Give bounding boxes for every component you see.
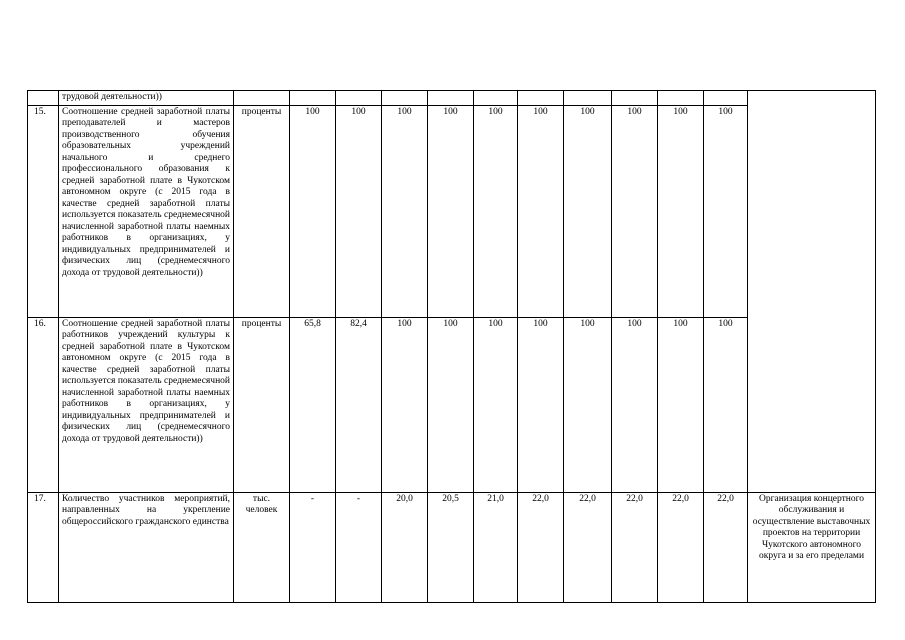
row-value: - xyxy=(336,492,382,602)
row-value xyxy=(474,91,518,106)
row-value: 100 xyxy=(336,105,382,317)
row-value: 22,0 xyxy=(704,492,748,602)
row-value: 21,0 xyxy=(474,492,518,602)
row-value: 100 xyxy=(612,317,658,492)
table-row xyxy=(28,91,876,106)
indicators-table xyxy=(27,90,876,603)
row-unit xyxy=(234,91,290,106)
row-value xyxy=(336,91,382,106)
row-value: 82,4 xyxy=(336,317,382,492)
row-number: 15. xyxy=(28,105,59,317)
row-number xyxy=(28,91,59,106)
row-note: Организация концертного обслуживания и осуществление выставочных проектов на территории Чукотского автономного округа и за его пределами xyxy=(748,492,876,602)
row-value xyxy=(658,91,704,106)
row-value xyxy=(704,91,748,106)
row-value: 22,0 xyxy=(518,492,564,602)
row-description: Количество участников мероприятий, направленных на укрепление общероссийского гражданского единства xyxy=(59,492,234,602)
row-value xyxy=(428,91,474,106)
row-value: - xyxy=(290,492,336,602)
row-value: 100 xyxy=(382,105,428,317)
row-unit: тыс. человек xyxy=(234,492,290,602)
row-value: 100 xyxy=(474,105,518,317)
row-unit: проценты xyxy=(234,105,290,317)
row-description: Соотношение средней заработной платы преподавателей и мастеров производственного обучения образовательных учреждений начального и среднего профессионального образования к средней заработной плате в Чукотском автономном округе (с 2015 года в качестве средней заработной платы используется показатель среднемесячной начисленной заработной платы наемных работников в организациях, у индивидуальных предпринимателей и физических лиц (среднемесячного дохода от трудовой деятельности)) xyxy=(59,105,234,317)
row-value: 22,0 xyxy=(564,492,612,602)
row-number: 17. xyxy=(28,492,59,602)
row-value: 100 xyxy=(658,105,704,317)
row-value xyxy=(518,91,564,106)
row-value: 100 xyxy=(704,317,748,492)
row-value: 100 xyxy=(428,317,474,492)
row-value: 100 xyxy=(290,105,336,317)
row-value: 100 xyxy=(564,105,612,317)
row-value: 20,5 xyxy=(428,492,474,602)
table-row xyxy=(28,492,876,602)
row-value: 22,0 xyxy=(658,492,704,602)
row-value: 100 xyxy=(518,105,564,317)
row-note xyxy=(748,91,876,493)
row-value: 100 xyxy=(474,317,518,492)
row-value: 100 xyxy=(704,105,748,317)
row-value xyxy=(612,91,658,106)
row-value: 22,0 xyxy=(612,492,658,602)
row-value xyxy=(382,91,428,106)
row-number: 16. xyxy=(28,317,59,492)
row-value xyxy=(564,91,612,106)
row-value: 100 xyxy=(612,105,658,317)
row-value: 100 xyxy=(518,317,564,492)
row-value: 65,8 xyxy=(290,317,336,492)
row-description: Соотношение средней заработной платы работников учреждений культуры к средней заработной плате в Чукотском автономном округе (с 2015 года в качестве средней заработной платы используется показатель среднемесячной начисленной заработной платы наемных работников в организациях, у индивидуальных предпринимателей и физических лиц (среднемесячного дохода от трудовой деятельности)) xyxy=(59,317,234,492)
row-value: 100 xyxy=(382,317,428,492)
row-value: 20,0 xyxy=(382,492,428,602)
row-value: 100 xyxy=(428,105,474,317)
row-description: трудовой деятельности)) xyxy=(59,91,234,106)
table-body xyxy=(28,91,876,603)
row-value: 100 xyxy=(658,317,704,492)
row-value: 100 xyxy=(564,317,612,492)
row-unit: проценты xyxy=(234,317,290,492)
row-value xyxy=(290,91,336,106)
